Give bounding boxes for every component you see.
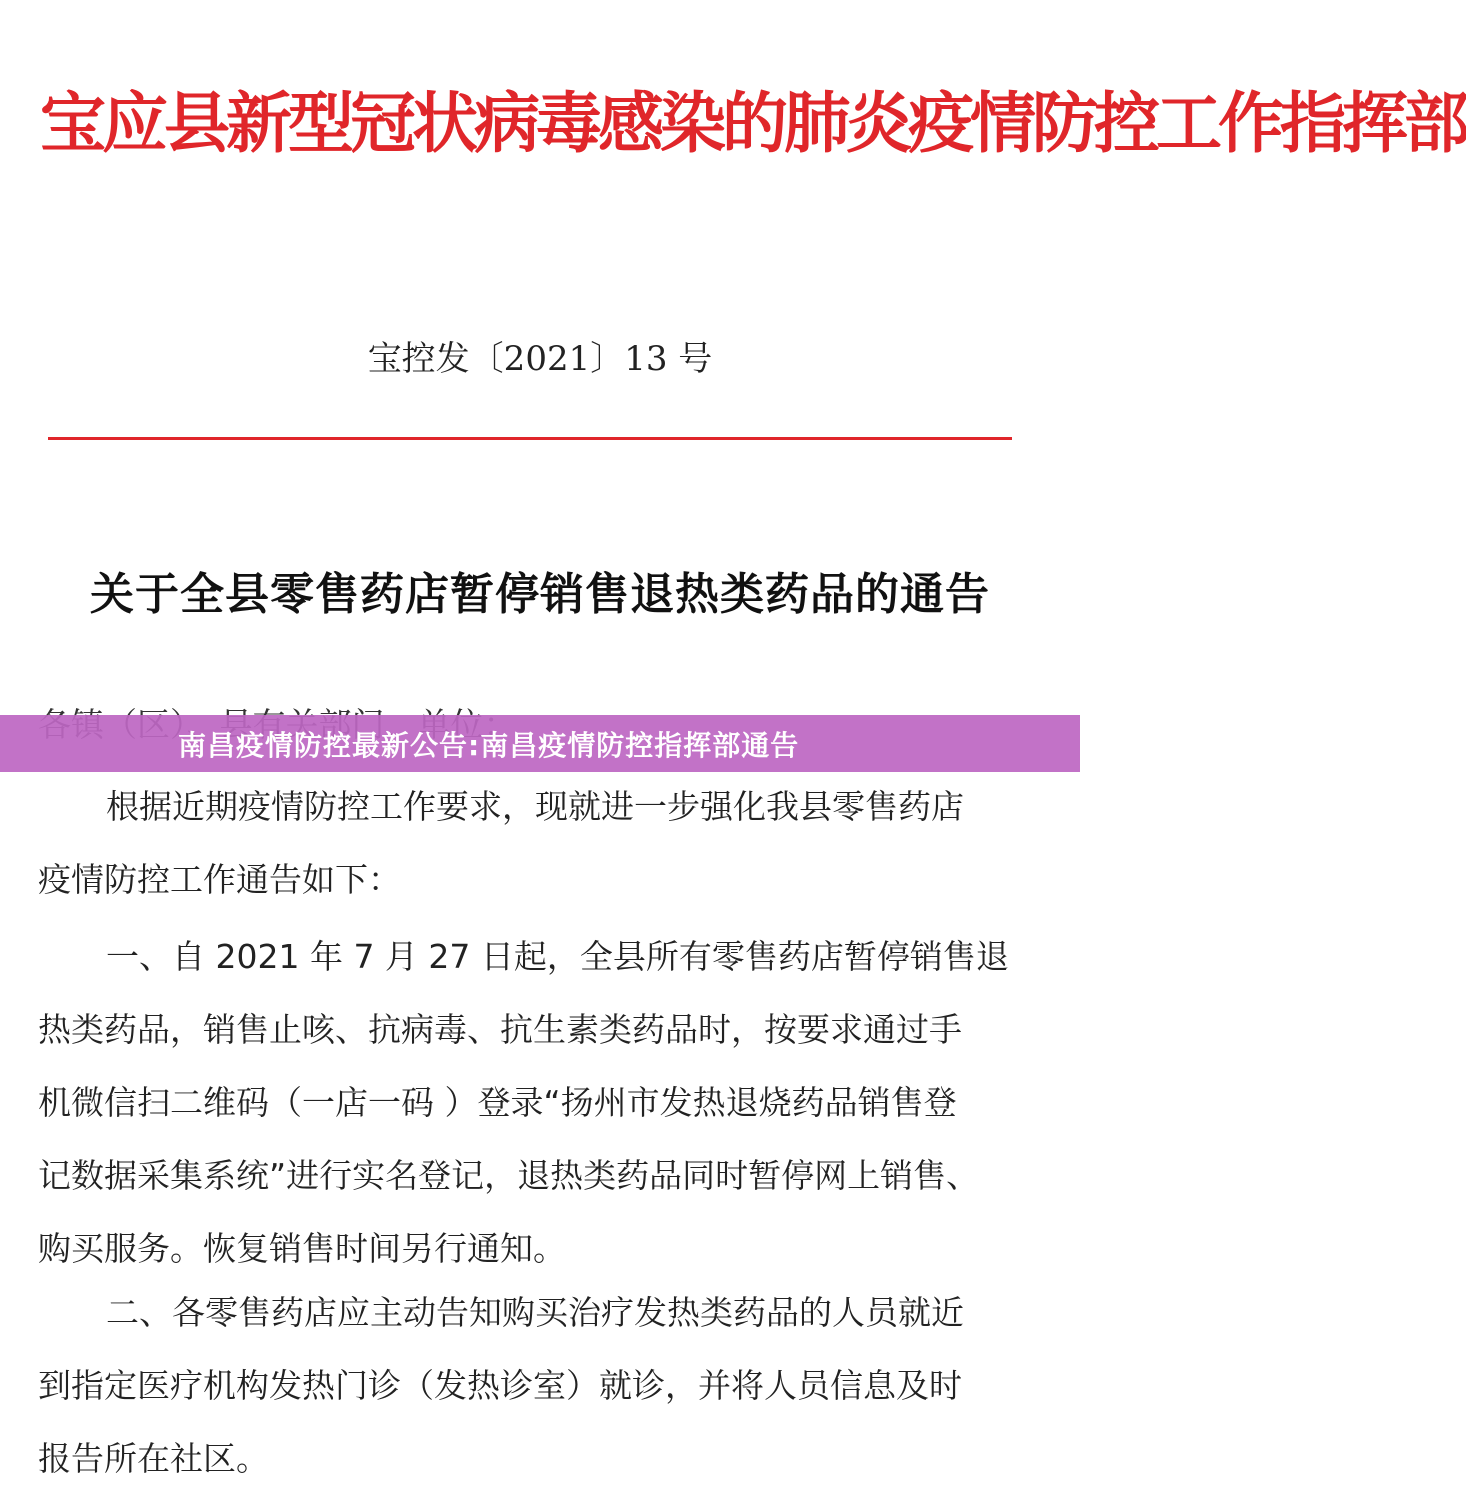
item-2-line: 二、各零售药店应主动告知购买治疗发热类药品的人员就近 <box>106 1293 964 1332</box>
item-1-paragraph <box>38 920 1048 1285</box>
overlay-title-banner <box>0 715 1080 772</box>
item-1-line: 机微信扫二维码（一店一码 ）登录“扬州市发热退烧药品销售登 <box>38 1083 957 1122</box>
item-1-line: 热类药品，销售止咳、抗病毒、抗生素类药品时，按要求通过手 <box>38 1010 962 1049</box>
document-number: 宝控发〔2021〕13 号 <box>367 339 713 379</box>
item-1-line: 购买服务。恢复销售时间另行通知。 <box>38 1229 566 1268</box>
item-2-paragraph <box>38 1276 1048 1495</box>
intro-line: 疫情防控工作通告如下： <box>38 860 401 899</box>
intro-paragraph <box>38 770 1048 916</box>
notice-title: 关于全县零售药店暂停销售退热类药品的通告 <box>90 569 990 620</box>
item-1-line: 一、自 2021 年 7 月 27 日起，全县所有零售药店暂停销售退 <box>106 937 1009 976</box>
banner-title: 南昌疫情防控最新公告:南昌疫情防控指挥部通告 <box>178 728 800 762</box>
issuing-org-header: 宝应县新型冠状病毒感染的肺炎疫情防控工作指挥部 <box>40 84 1466 162</box>
item-2-line: 到指定医疗机构发热门诊（发热诊室）就诊，并将人员信息及时 <box>38 1366 962 1405</box>
intro-line: 根据近期疫情防控工作要求，现就进一步强化我县零售药店 <box>106 787 964 826</box>
item-1-line: 记数据采集系统”进行实名登记，退热类药品同时暂停网上销售、 <box>38 1156 980 1195</box>
item-2-line: 报告所在社区。 <box>38 1439 269 1478</box>
red-divider-line <box>48 437 1012 440</box>
